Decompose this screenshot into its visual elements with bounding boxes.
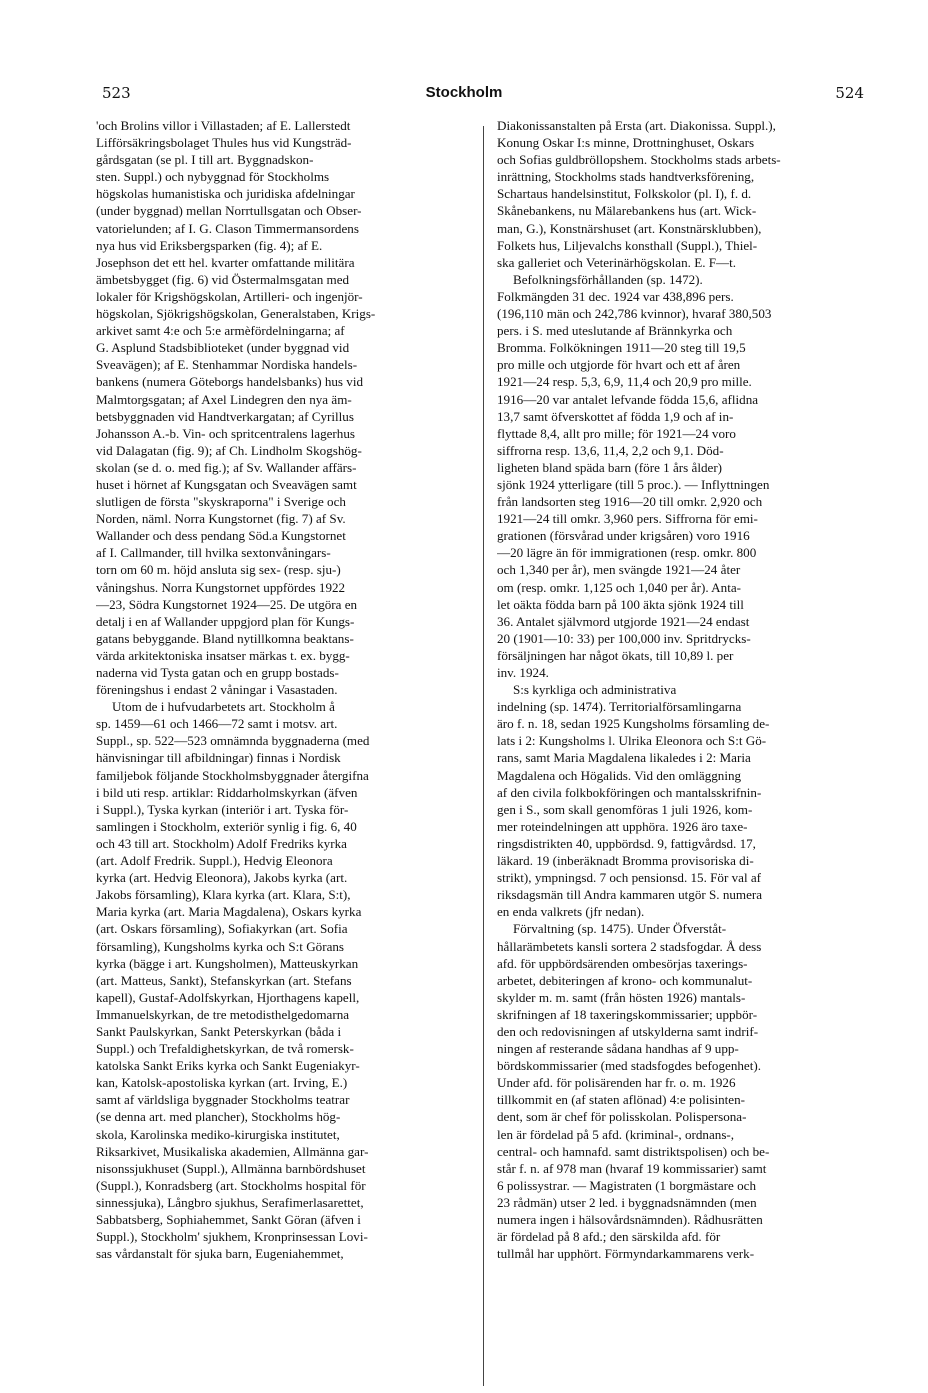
text-line: 1921—24 till omkr. 3,960 pers. Siffrorna för emi- — [497, 511, 758, 527]
text-line: 1916—20 var antalet lefvande födda 15,6, aflidna — [497, 391, 759, 407]
text-line: —23, Södra Kungstornet 1924—25. De utgöra en — [96, 596, 358, 612]
text-line: Lifförsäkringsbolaget Thules hus vid Kungsträd- — [96, 135, 352, 151]
text-line: indelning (sp. 1474). Territorialförsamlingarna — [497, 699, 742, 715]
text-line: sinnessjuka), Långbro sjukhus, Serafimerlasarettet, — [96, 1194, 364, 1210]
text-line: i Suppl.), Tyska kyrkan (interiör i art. Tyska för- — [96, 801, 349, 817]
text-line: sjönk 1924 ytterligare (till 5 proc.). — Inflyttningen — [497, 476, 770, 492]
text-line: Maria kyrka (art. Maria Magdalena), Oskars kyrka — [96, 904, 362, 920]
text-line: torn om 60 m. höjd ansluta sig sex- (resp. sju-) — [96, 562, 341, 578]
text-line: hänvisningar till afbildningar) finnas i Nordisk — [96, 750, 341, 766]
text-line: tullmål har upphört. Förmyndarkammarens verk- — [497, 1246, 755, 1262]
text-line: gen i S., som skall genomföras 1 juli 1926, kom- — [497, 801, 753, 817]
text-line: (art. Matteus, Sankt), Stefanskyrkan (art. Stefans — [96, 972, 352, 988]
text-line: inrättning, Stockholms stads handtverksförening, — [497, 169, 755, 185]
text-line: Immanuelskyrkan, de tre metodisthelgedomarna — [96, 1006, 350, 1022]
text-line: lats i 2: Kungsholms l. Ulrika Eleonora och S:t Gö- — [497, 733, 767, 749]
text-line: numera ingen i hälsovårdsnämnden). Rådhusrätten — [497, 1212, 763, 1227]
text-line: skylder m. m. samt (från hösten 1926) mantals- — [497, 989, 746, 1005]
text-line: Jakobs församling), Klara kyrka (art. Klara, S:t), — [96, 887, 351, 903]
text-line: ningen af resterande sådana handhas af 9 upp- — [497, 1041, 739, 1057]
text-line: Sveavägen); af E. Stenhammar Nordiska handels- — [96, 357, 358, 373]
text-line: Folkmängden 31 dec. 1924 var 438,896 pers. — [497, 288, 734, 304]
text-line: bördskommissarier (med stadsfogdes befogenhet). — [497, 1058, 761, 1074]
text-line: 20 (1901—10: 33) per 100,000 inv. Spritdrycks- — [497, 630, 751, 646]
text-line: rans, samt Maria Magdalena likaledes i 2: Maria — [497, 750, 751, 766]
text-line: katolska Sankt Eriks kyrka och Sankt Eugeniakyr- — [96, 1058, 360, 1074]
text-line: central- och hamnafd. samt distriktspolisen) och be- — [497, 1143, 770, 1159]
text-line: kan, Katolsk-apostoliska kyrkan (art. Irving, E.) — [96, 1075, 348, 1091]
text-line: sp. 1459—61 och 1466—72 samt i motsv. art. — [96, 716, 338, 732]
text-line: gatans bebyggande. Bland nytillkomna beaktans- — [96, 630, 354, 646]
text-line: sten. Suppl.) och nybyggnad för Stockholms — [96, 169, 330, 185]
text-line: Suppl., sp. 522—523 omnämnda byggnaderna (med — [96, 733, 370, 749]
text-line: pro mille och utgjorde för hvart och ett af åren — [497, 357, 741, 373]
text-line: ringsdistrikten 40, uppbördsd. 9, fattigvårdsd. 17, — [497, 835, 756, 851]
text-line: strikt), ympningsd. 7 och pensionsd. 15. För val af — [497, 870, 762, 886]
text-line: 'och Brolins villor i Villastaden; af E. Lallerstedt — [96, 118, 351, 133]
text-line: 23 rådmän) utser 2 led. i byggnadsnämnden (men — [497, 1194, 757, 1210]
text-line: Under afd. för polisärenden har fr. o. m. 1926 — [497, 1075, 736, 1091]
text-line: 6 polissystrar. — Magistraten (1 borgmästare och — [497, 1177, 757, 1193]
text-line: församling), Kungsholms kyrka och S:t Görans — [96, 938, 345, 954]
text-line: G. Asplund Stadsbiblioteket (under byggnad vid — [96, 340, 350, 356]
text-line: gårdsgatan (se pl. I till art. Byggnadskon- — [96, 152, 314, 168]
text-line: och 1,340 per år), men svängde 1921—24 åter — [497, 562, 741, 578]
text-line: flyttade 8,4, allt pro mille; för 1921—24 voro — [497, 425, 736, 441]
text-line: detalj i en af Wallander uppgjord plan för Kungs- — [96, 613, 355, 629]
text-line: står f. n. af 978 man (hvaraf 19 kommissarier) samt — [497, 1160, 767, 1176]
text-line: (196,110 män och 242,786 kvinnor), hvaraf 380,503 — [497, 306, 772, 322]
text-line: Schartaus handelsinstitut, Folkskolor (pl. I), f. d. — [497, 186, 752, 202]
left-page-number: 523 — [102, 84, 131, 102]
text-line: nya hus vid Eriksbergsparken (fig. 4); af E. — [96, 237, 323, 253]
text-line: (art. Oskars församling), Sofiakyrkan (art. Sofia — [96, 921, 348, 937]
text-line: Sabbatsberg, Sophiahemmet, Sankt Göran (äfven i — [96, 1212, 361, 1227]
text-line: läkard. 19 (inberäknadt Bromma provisoriska di- — [497, 853, 754, 869]
text-line: Konung Oskar I:s minne, Drottninghuset, Oskars — [497, 135, 755, 151]
text-line: i bild uti resp. artiklar: Riddarholmskyrkan (äfven — [96, 784, 358, 800]
text-line: 13,7 samt öfverskottet af födda 1,9 och af in- — [497, 408, 734, 424]
text-line: Suppl.), Stockholm' sjukhem, Kronprinsessan Lovi- — [96, 1229, 368, 1245]
text-line: kyrka (bägge i art. Kungsholmen), Matteuskyrkan — [96, 955, 359, 971]
text-line: nisonssjukhuset (Suppl.), Allmänna barnbördshuset — [96, 1160, 366, 1176]
right-page-number: 524 — [835, 84, 864, 102]
text-line: (under byggnad) mellan Norrtullsgatan och Obser- — [96, 203, 362, 219]
text-line: man, G.), Konstnärshuset (art. Konstnärsklubben), — [497, 220, 762, 236]
text-line: ämbetsbygget (fig. 6) vid Östermalmsgatan med — [96, 271, 350, 287]
text-line: skolan (se d. o. med fig.); af Sv. Wallander affärs- — [96, 459, 357, 475]
text-line: Diakonissanstalten på Ersta (art. Diakonissa. Suppl.), — [497, 118, 776, 133]
text-line: ska galleriet och Veterinärhögskolan. E. F—t. — [497, 254, 737, 270]
text-line: af den civila folkbokföringen och mantalsskrifnin- — [497, 784, 762, 800]
text-line: (se denna art. med plancher), Stockholms hög- — [96, 1109, 341, 1125]
text-line: tillkommit en (af staten aflönad) 4:e polisinten- — [497, 1092, 745, 1108]
text-line: let oäkta födda barn på 100 äkta sjönk 1924 till — [497, 596, 744, 612]
text-line: Wallander och dess pendang Söd.a Kungstornet — [96, 528, 346, 544]
text-line: Bromma. Folkökningen 1911—20 steg till 19,5 — [497, 340, 746, 356]
text-line: (Suppl.), Konradsberg (art. Stockholms hospital för — [96, 1177, 366, 1193]
text-line: familjebok följande Stockholmsbyggnader återgifna — [96, 767, 369, 783]
text-line: grationen (försvårad under krigsåren) voro 1916 — [497, 528, 750, 544]
text-line: är fördelad på 8 afd.; den särskilda afd. för — [497, 1229, 721, 1245]
text-line: riksdagsmän till Andra kammaren utgör S. numera — [497, 887, 763, 903]
column-divider — [483, 126, 484, 1386]
text-line: 36. Antalet självmord utgjorde 1921—24 endast — [497, 613, 750, 629]
text-line: ligheten bland späda barn (före 1 års ålder) — [497, 459, 723, 475]
text-line: den och redovisningen af utskylderna samt indrif- — [497, 1023, 759, 1039]
text-line: kyrka (art. Hedvig Eleonora), Jakobs kyrka (art. — [96, 870, 348, 886]
text-line: samt af världsliga byggnader Stockholms teatrar — [96, 1092, 350, 1108]
text-line: vatorielunden; af I. G. Clason Timmermansordens — [96, 220, 359, 236]
text-line: betsbyggnaden vid Handtverkargatan; af Cyrillus — [96, 408, 354, 424]
text-line: (art. Adolf Fredrik. Suppl.), Hedvig Eleonora — [96, 853, 333, 869]
text-line: arkivet samt 4:e och 5:e armèfördelningarna; af — [96, 323, 345, 339]
text-line: Johansson A.-b. Vin- och spritcentralens lagerhus — [96, 425, 355, 441]
text-line: hållarämbetets kansli sortera 2 stadsfogdar. Å dess — [497, 938, 762, 954]
text-line: om (resp. omkr. 1,125 och 1,040 per år). Anta- — [497, 579, 741, 595]
text-line: pers. i S. med uteslutande af Brännkyrka och — [497, 323, 733, 339]
text-line: värda arkitektoniska insatser märkas t. ex. bygg- — [96, 647, 350, 663]
text-line: arbetet, debiteringen af krono- och kommunalut- — [497, 972, 753, 988]
text-line: mer roteindelningen att upphöra. 1926 äro taxe- — [497, 818, 748, 834]
text-line: huset i hörnet af Kungsgatan och Sveavägen samt — [96, 476, 357, 492]
text-line: samlingen i Stockholm, exteriör synlig i fig. 6, 40 — [96, 818, 357, 834]
text-line: lokaler för Krigshögskolan, Artilleri- och ingenjör- — [96, 288, 363, 304]
text-line: Folkets hus, Liljevalchs konsthall (Suppl.), Thiel- — [497, 237, 758, 253]
text-line: Riksarkivet, Musikaliska akademien, Allmänna gar- — [96, 1143, 369, 1159]
text-line: Utom de i hufvudarbetets art. Stockholm å — [112, 699, 335, 715]
text-line: vid Dalagatan (fig. 9); af Ch. Lindholm Skogshög- — [96, 442, 362, 458]
text-line: dent, som är chef för polisskolan. Polispersona- — [497, 1109, 747, 1125]
text-line: siffrorna resp. 13,6, 11,4, 2,2 och 9,1. Död- — [497, 442, 724, 458]
right-column — [497, 117, 872, 1262]
text-line: våningshus. Norra Kungstornet uppfördes 1922 — [96, 579, 346, 595]
text-line: len är fördelad på 5 afd. (kriminal-, ordnans-, — [497, 1126, 735, 1142]
text-line: Skånebankens, nu Mälarebankens hus (art. Wick- — [497, 203, 757, 219]
left-column — [96, 117, 471, 1262]
text-line: Malmtorgsgatan; af Axel Lindegren den nya äm- — [96, 391, 352, 407]
text-line: Sankt Paulskyrkan, Sankt Peterskyrkan (båda i — [96, 1023, 342, 1039]
text-line: 1921—24 resp. 5,3, 6,9, 11,4 och 20,9 pro mille. — [497, 374, 752, 390]
text-line: Befolkningsförhållanden (sp. 1472). — [513, 271, 703, 287]
text-line: och Sofias guldbröllopshem. Stockholms stads arbets- — [497, 152, 781, 168]
running-head-title: Stockholm — [425, 84, 503, 101]
text-line: af I. Callmander, till hvilka sextonvåningars- — [96, 545, 331, 561]
text-line: —20 lägre än för immigrationen (resp. omkr. 800 — [497, 545, 757, 561]
text-line: inv. 1924. — [497, 665, 549, 680]
text-line: slutligen de första "skyskraporna" i Sverige och — [96, 494, 346, 510]
text-line: skola, Karolinska mediko-kirurgiska institutet, — [96, 1126, 340, 1142]
text-line: och 43 till art. Stockholm) Adolf Fredriks kyrka — [96, 835, 347, 851]
text-line: högskolas humanistiska och juridiska afdelningar — [96, 186, 355, 202]
text-line: från landsorten steg 1916—20 till omkr. 2,920 och — [497, 494, 763, 510]
text-line: en enda valkrets (jfr nedan). — [497, 904, 645, 920]
text-line: föreningshus i endast 2 våningar i Vasastaden. — [96, 682, 338, 698]
text-line: skrifningen af 18 taxeringskommissarier; uppbör- — [497, 1006, 758, 1022]
page-header — [0, 84, 928, 106]
text-line: naderna vid Tysta gatan och en grupp bostads- — [96, 665, 339, 680]
text-line: sas vårdanstalt för sjuka barn, Eugeniahemmet, — [96, 1246, 344, 1262]
text-line: Förvaltning (sp. 1475). Under Öfverståt- — [513, 921, 727, 937]
text-line: äro f. n. 18, sedan 1925 Kungsholms församling de- — [497, 716, 770, 732]
text-line: högskolan, Sjökrigshögskolan, Generalstaben, Krigs- — [96, 306, 376, 322]
text-line: Josephson det ett hel. kvarter omfattande militära — [96, 254, 355, 270]
text-line: Magdalena och Högalids. Vid den omläggning — [497, 767, 742, 783]
text-line: Norden, näml. Norra Kungstornet (fig. 7) af Sv. — [96, 511, 346, 527]
text-line: försäljningen har något ökats, till 10,89 l. per — [497, 647, 734, 663]
text-line: bankens (numera Göteborgs handelsbanks) hus vid — [96, 374, 364, 390]
text-line: S:s kyrkliga och administrativa — [513, 682, 677, 698]
text-line: Suppl.) och Trefaldighetskyrkan, de två romersk- — [96, 1041, 354, 1057]
text-line: afd. för uppbördsärenden ombesörjas taxerings- — [497, 955, 748, 971]
text-line: kapell), Gustaf-Adolfskyrkan, Hjorthagens kapell, — [96, 989, 360, 1005]
